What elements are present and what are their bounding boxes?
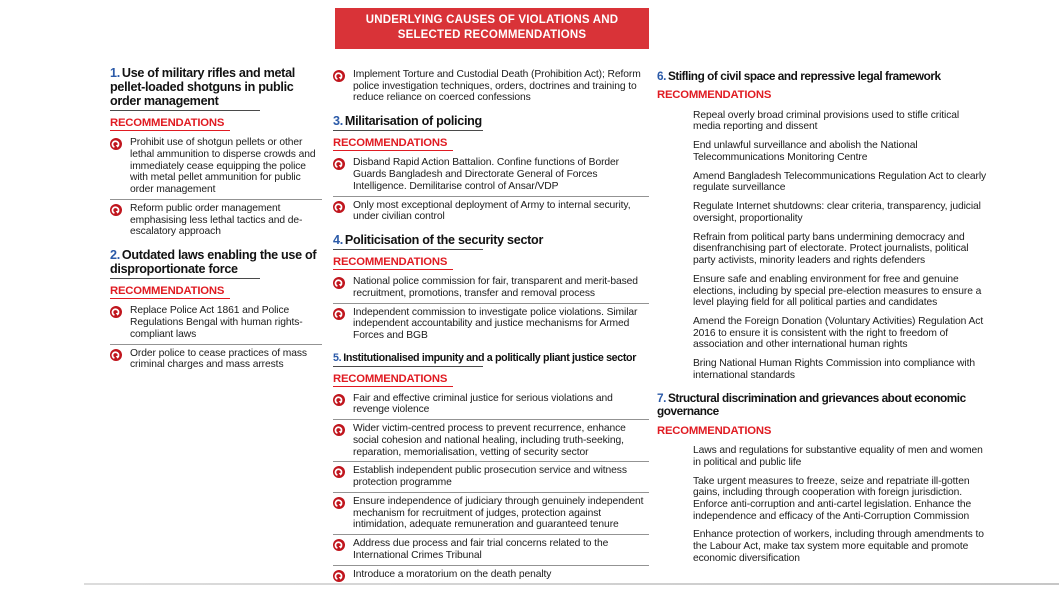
- recommendation-text: Wider victim-centred process to prevent recurrence, enhance social cohesion and national healing, including truth-seeking, reparation, memorialisation, vetting of security sector: [353, 423, 626, 458]
- recommendation-item: [333, 66, 649, 107]
- recommendations-label-text: RECOMMENDATIONS: [333, 137, 453, 151]
- recommendation-text: Refrain from political party bans undermining democracy and disenfranchising part of electorate. Protect journalists, political party activists, minority leaders and rights defenders: [693, 231, 969, 267]
- recommendation-text: Disband Rapid Action Battalion. Confine functions of Border Guards Bangladesh and Directorate General of Forces Intelligence. Demilitarise control of Ansar/VDP: [353, 157, 619, 192]
- section-title: Stifling of civil space and repressive legal framework: [667, 69, 941, 83]
- recommendation-text: Reform public order management emphasising less lethal tactics and de-escalatory approach: [130, 202, 303, 238]
- section-title: Outdated laws enabling the use of disproportionate force: [110, 248, 317, 277]
- recommendations-label: [333, 369, 649, 387]
- recommendation-text: Amend the Foreign Donation (Voluntary Activities) Regulation Act 2016 to ensure it is consistent with the right to freedom of association and other international human rights: [693, 315, 984, 351]
- recommendation-item: [110, 344, 322, 374]
- section-number: 6.: [657, 69, 666, 83]
- section-title: Use of military rifles and metal pellet-loaded shotguns in public order management: [110, 66, 295, 109]
- recommendation-text: Ensure independence of judiciary through genuinely independent mechanism for recruitment of judges, protection against intimidation, adequate remuneration and guaranteed tenure: [353, 495, 644, 531]
- recommendations-label: [657, 85, 987, 103]
- recommendation-item: [333, 534, 649, 564]
- curved-arrow-icon: [110, 204, 122, 216]
- section-heading: [110, 66, 322, 108]
- recommendation-text: Implement Torture and Custodial Death (Prohibition Act); Reform police investigation techniques, orders, doctrines and training to reduce reliance on coerced confessions: [353, 69, 641, 104]
- recommendation-text: Independent commission to investigate police violations. Similar independent accountability and justice mechanisms for Armed Forces and BGB: [353, 306, 638, 341]
- recommendation-item: [110, 199, 322, 241]
- section-number: 4.: [333, 232, 343, 247]
- recommendations-label: [110, 281, 322, 299]
- recommendation-text: Repeal overly broad criminal provisions used to stifle critical media reporting and dissent: [693, 109, 960, 133]
- curved-arrow-icon: [333, 466, 345, 478]
- section-heading: [333, 233, 649, 247]
- recommendation-text: Take urgent measures to freeze, seize and repatriate ill-gotten gains, including through cooperation with foreign jurisdiction. Enforce anti-corruption and anti-cartel legislation. Enhance the independence and efficacy of the Anti-Corruption Commission: [693, 475, 972, 522]
- recommendation-item: [333, 419, 649, 461]
- recommendation-item: [333, 196, 649, 226]
- recommendations-label-text: RECOMMENDATIONS: [110, 117, 230, 131]
- curved-arrow-icon: [333, 570, 345, 582]
- recommendation-item: [693, 137, 987, 167]
- recommendation-text: Regulate Internet shutdowns: clear criteria, transparency, judicial oversight, proportionality: [693, 201, 981, 224]
- curved-arrow-icon: [333, 158, 345, 170]
- banner-title-line2: SELECTED RECOMMENDATIONS: [397, 28, 587, 41]
- recommendation-text: Replace Police Act 1861 and Police Regulations Bengal with human rights-compliant laws: [130, 305, 303, 340]
- recommendation-item: [110, 302, 322, 343]
- recommendation-text: Fair and effective criminal justice for serious violations and revenge violence: [353, 392, 613, 416]
- curved-arrow-icon: [333, 539, 345, 551]
- recommendation-item: [333, 273, 649, 302]
- recommendation-item: [693, 312, 987, 354]
- recommendation-item: [110, 134, 322, 199]
- recommendation-text: Amend Bangladesh Telecommunications Regulation Act to clearly regulate surveillance: [693, 170, 987, 194]
- recommendation-item: [333, 154, 649, 195]
- curved-arrow-icon: [333, 424, 345, 436]
- recommendation-text: End unlawful surveillance and abolish the National Telecommunications Monitoring Centre: [693, 140, 918, 163]
- recommendation-item: [333, 492, 649, 534]
- curved-arrow-icon: [333, 497, 345, 509]
- section-number: 5.: [333, 351, 342, 364]
- curved-arrow-icon: [333, 308, 345, 320]
- section-heading: [333, 352, 649, 364]
- section-heading: [657, 392, 987, 418]
- heading-underline: [333, 249, 483, 250]
- bottom-divider: [84, 583, 1059, 585]
- recommendation-item: [693, 106, 987, 136]
- recommendation-item: [693, 198, 987, 228]
- curved-arrow-icon: [333, 277, 345, 289]
- section-title: Militarisation of policing: [344, 114, 482, 129]
- heading-underline: [110, 278, 260, 279]
- section-number: 1.: [110, 66, 120, 80]
- title-banner: [335, 8, 649, 49]
- recommendation-item: [333, 461, 649, 491]
- recommendation-text: National police commission for fair, transparent and merit-based recruitment, promotions, transfer and removal process: [353, 276, 638, 299]
- recommendations-label-text: RECOMMENDATIONS: [333, 256, 453, 270]
- recommendation-item: [693, 270, 987, 312]
- recommendation-item: [693, 355, 987, 385]
- section-title: Institutionalised impunity and a politically pliant justice sector: [343, 351, 637, 364]
- recommendation-item: [333, 390, 649, 419]
- recommendations-label-text: RECOMMENDATIONS: [657, 89, 772, 102]
- section-title: Politicisation of the security sector: [344, 232, 544, 247]
- column-3: [657, 70, 987, 568]
- recommendation-item: [333, 303, 649, 345]
- recommendation-item: [693, 167, 987, 197]
- recommendation-text: Bring National Human Rights Commission into compliance with international standards: [693, 358, 975, 381]
- recommendation-item: [693, 526, 987, 568]
- recommendations-label-text: RECOMMENDATIONS: [657, 424, 772, 437]
- section-number: 2.: [110, 248, 120, 263]
- section-heading: [110, 248, 322, 276]
- curved-arrow-icon: [333, 394, 345, 406]
- section-heading: [657, 70, 987, 83]
- column-2: [333, 66, 649, 585]
- heading-underline: [333, 366, 483, 367]
- recommendation-item: [333, 565, 649, 585]
- curved-arrow-icon: [333, 201, 345, 213]
- column-1: [110, 66, 322, 374]
- banner-title-line1: UNDERLYING CAUSES OF VIOLATIONS AND: [365, 14, 619, 26]
- section-number: 7.: [657, 391, 666, 406]
- recommendation-text: Prohibit use of shotgun pellets or other lethal ammunition to disperse crowds and immediately cease equipping the police with metal pellet ammunition for public order management: [130, 137, 316, 196]
- recommendations-label: [657, 421, 987, 439]
- heading-underline: [110, 110, 260, 111]
- recommendation-item: [693, 472, 987, 526]
- section-heading: [333, 114, 649, 128]
- recommendations-label: [333, 252, 649, 270]
- recommendation-text: Ensure safe and enabling environment for free and genuine elections, including by special pre-election measures to ensure a level playing field for all political parties and candidates: [693, 273, 982, 309]
- recommendations-label: [110, 113, 322, 131]
- recommendations-label-text: RECOMMENDATIONS: [110, 285, 230, 299]
- recommendation-text: Only most exceptional deployment of Army to internal security, under civilian control: [353, 199, 631, 223]
- heading-underline: [333, 130, 483, 131]
- recommendation-text: Laws and regulations for substantive equality of men and women in political and public life: [693, 445, 983, 468]
- recommendation-item: [693, 442, 987, 472]
- recommendation-text: Enhance protection of workers, including through amendments to the Labour Act, make tax system more equitable and promote economic diversification: [693, 529, 984, 564]
- curved-arrow-icon: [110, 349, 122, 361]
- recommendations-label-text: RECOMMENDATIONS: [333, 373, 453, 387]
- curved-arrow-icon: [110, 306, 122, 318]
- section-title: Structural discrimination and grievances about economic governance: [657, 391, 966, 419]
- recommendation-text: Address due process and fair trial concerns related to the International Crimes Tribunal: [353, 538, 609, 561]
- curved-arrow-icon: [110, 138, 122, 150]
- curved-arrow-icon: [333, 70, 345, 82]
- recommendation-text: Establish independent public prosecution service and witness protection programme: [353, 465, 627, 489]
- section-number: 3.: [333, 114, 343, 129]
- recommendation-text: Order police to cease practices of mass criminal charges and mass arrests: [130, 347, 307, 371]
- recommendation-item: [693, 228, 987, 270]
- recommendation-text: Introduce a moratorium on the death penalty: [353, 568, 552, 580]
- recommendations-label: [333, 133, 649, 151]
